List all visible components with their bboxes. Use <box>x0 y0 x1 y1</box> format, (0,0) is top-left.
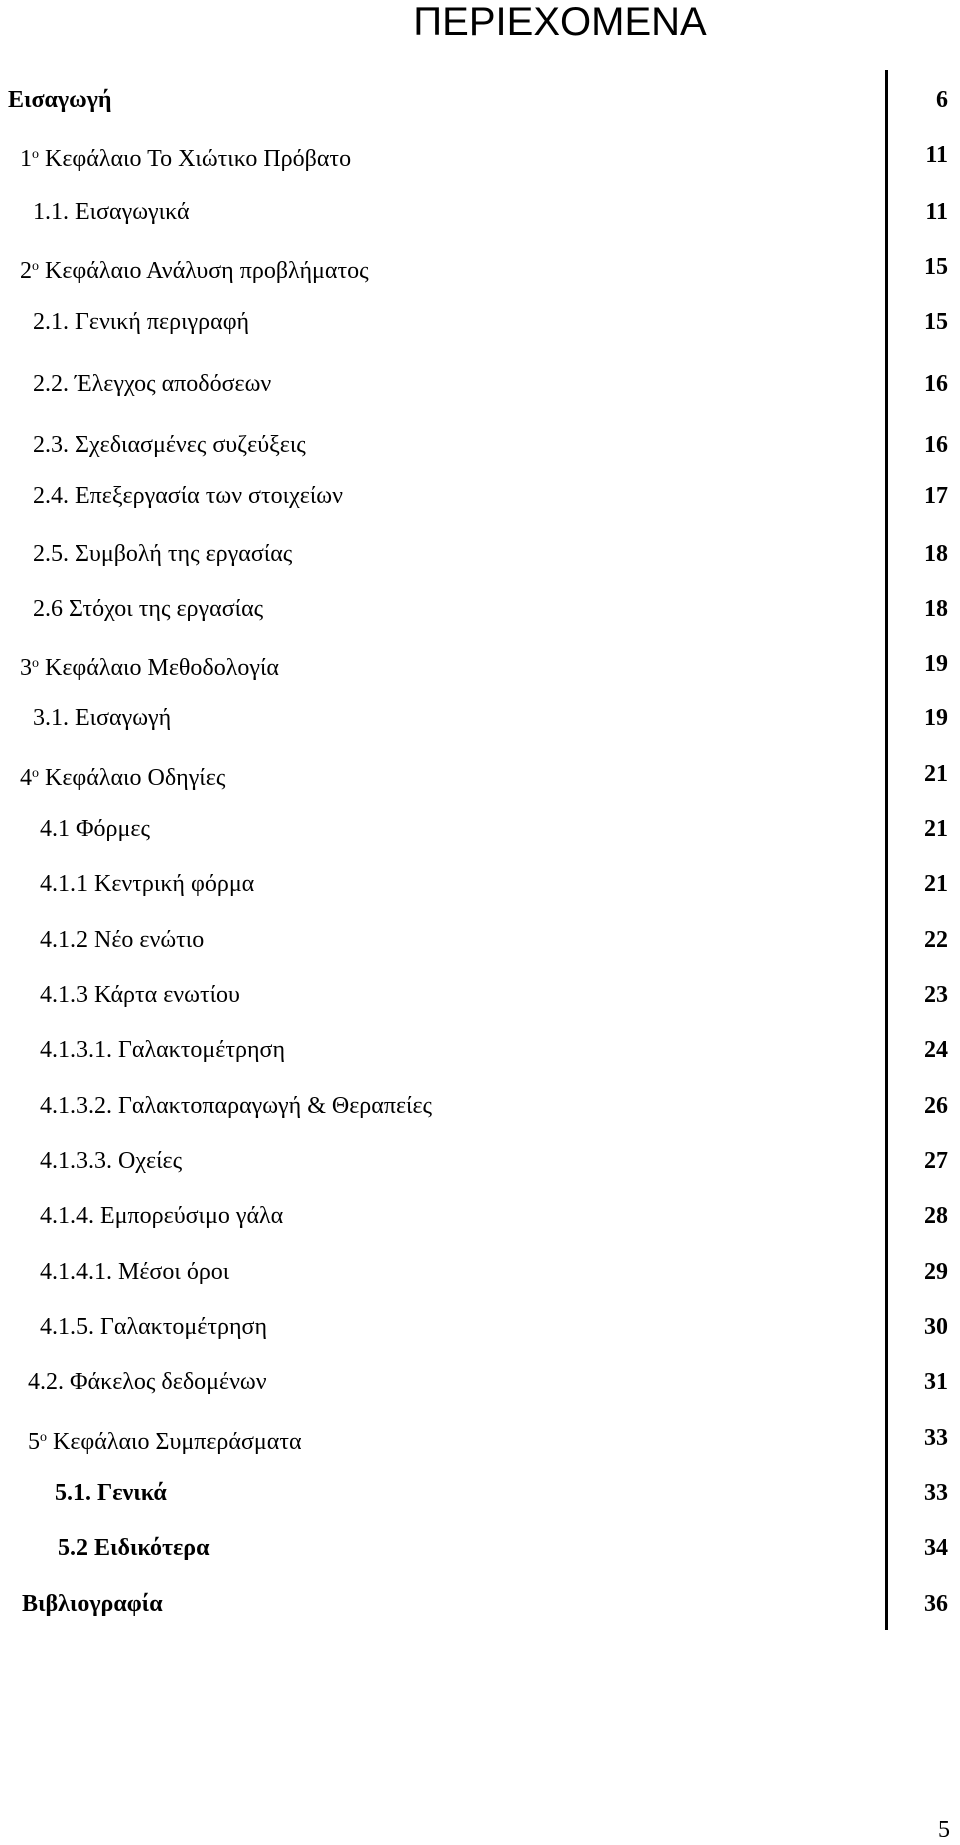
toc-entry-page: 23 <box>924 982 948 1008</box>
toc-entry-page: 18 <box>924 541 948 567</box>
toc-entry-4-1-2[interactable] <box>0 920 960 960</box>
toc-entry-label: 4.1.5. Γαλακτομέτρηση <box>40 1314 268 1340</box>
toc-entry-page: 15 <box>924 254 948 280</box>
toc-entry-label: 4.2. Φάκελος δεδομένων <box>28 1369 267 1395</box>
toc-entry-ordinal: ο <box>32 656 39 671</box>
toc-entry-page: 27 <box>924 1148 948 1174</box>
toc-entry-page: 28 <box>924 1203 948 1229</box>
toc-entry-label: 2.5. Συμβολή της εργασίας <box>33 541 293 567</box>
toc-entry-page: 21 <box>924 871 948 897</box>
toc-entry-4-1-3-1[interactable] <box>0 1030 960 1070</box>
toc-entry-label: 4.1.3.3. Οχείες <box>40 1148 183 1174</box>
toc-entry-label: 4.1.1 Κεντρική φόρμα <box>40 871 255 897</box>
toc-entry-label: 4.1.4. Εμπορεύσιμο γάλα <box>40 1203 284 1229</box>
toc-entry-4-1-3-3[interactable] <box>0 1141 960 1181</box>
toc-entry-page: 34 <box>924 1535 948 1561</box>
toc-entry-label: 2.4. Επεξεργασία των στοιχείων <box>33 483 343 509</box>
toc-entry-label: Βιβλιογραφία <box>22 1591 163 1617</box>
toc-entry-label: Κεφάλαιο Οδηγίες <box>39 765 226 791</box>
toc-entry-label: Κεφάλαιο Μεθοδολογία <box>39 655 279 681</box>
toc-entry-page: 19 <box>924 705 948 731</box>
toc-entry-4-1-4-1[interactable] <box>0 1252 960 1292</box>
toc-entry-label: 3.1. Εισαγωγή <box>33 705 172 731</box>
toc-entry-chapter-5[interactable] <box>0 1418 960 1458</box>
toc-entry-label: Κεφάλαιο Ανάλυση προβλήματος <box>39 258 369 284</box>
toc-entry-1-1[interactable] <box>0 192 960 232</box>
toc-entry-page: 18 <box>924 596 948 622</box>
toc-entry-ordinal: ο <box>32 259 39 274</box>
toc-entry-page: 6 <box>936 87 948 113</box>
toc-entry-page: 30 <box>924 1314 948 1340</box>
toc-entry-page: 33 <box>924 1480 948 1506</box>
toc-entry-4-1-1[interactable] <box>0 864 960 904</box>
toc-entry-4-2[interactable] <box>0 1362 960 1402</box>
toc-entry-label: 4.1.2 Νέο ενώτιο <box>40 927 205 953</box>
toc-entry-number: 3 <box>20 655 32 681</box>
toc-entry-4-1-3-2[interactable] <box>0 1086 960 1126</box>
page-number: 5 <box>938 1817 950 1843</box>
toc-entry-2-2[interactable] <box>0 364 960 404</box>
toc-entry-label: 1.1. Εισαγωγικά <box>33 199 190 225</box>
toc-entry-label: 4.1.3.1. Γαλακτομέτρηση <box>40 1037 286 1063</box>
toc-entry-page: 24 <box>924 1037 948 1063</box>
toc-entry-page: 33 <box>924 1425 948 1451</box>
toc-entry-chapter-4[interactable] <box>0 754 960 794</box>
toc-entry-2-3[interactable] <box>0 425 960 465</box>
toc-entry-introduction[interactable] <box>0 80 960 120</box>
toc-entry-page: 22 <box>924 927 948 953</box>
toc-entry-label: 2.6 Στόχοι της εργασίας <box>33 596 264 622</box>
toc-entry-label: 2.1. Γενική περιγραφή <box>33 309 250 335</box>
toc-entry-page: 26 <box>924 1093 948 1119</box>
toc-entry-chapter-3[interactable] <box>0 644 960 684</box>
toc-entry-label: 2.2. Έλεγχος αποδόσεων <box>33 371 272 397</box>
toc-entry-page: 36 <box>924 1591 948 1617</box>
toc-entry-ordinal: ο <box>32 766 39 781</box>
toc-entry-2-4[interactable] <box>0 476 960 516</box>
toc-entry-page: 16 <box>924 371 948 397</box>
toc-entry-label: 5.2 Ειδικότερα <box>58 1535 210 1561</box>
toc-entry-bibliography[interactable] <box>0 1584 960 1624</box>
toc-entry-label: Κεφάλαιο Το Χιώτικο Πρόβατο <box>39 146 352 172</box>
toc-entry-page: 11 <box>925 199 948 225</box>
toc-entry-label: Εισαγωγή <box>8 87 112 113</box>
toc-entry-4-1-3[interactable] <box>0 975 960 1015</box>
toc-entry-number: 5 <box>28 1429 40 1455</box>
toc-entry-label: 4.1 Φόρμες <box>40 816 150 842</box>
toc-entry-page: 21 <box>924 761 948 787</box>
toc-entry-chapter-2[interactable] <box>0 247 960 287</box>
toc-entry-page: 31 <box>924 1369 948 1395</box>
toc-entry-page: 21 <box>924 816 948 842</box>
toc-entry-2-5[interactable] <box>0 534 960 574</box>
toc-entry-label: 4.1.4.1. Μέσοι όροι <box>40 1259 230 1285</box>
toc-entry-4-1-4[interactable] <box>0 1196 960 1236</box>
toc-entry-page: 15 <box>924 309 948 335</box>
toc-entry-page: 17 <box>924 483 948 509</box>
toc-entry-page: 19 <box>924 651 948 677</box>
toc-entry-number: 4 <box>20 765 32 791</box>
toc-entry-label: Κεφάλαιο Συμπεράσματα <box>47 1429 302 1455</box>
toc-entry-5-1[interactable] <box>0 1473 960 1513</box>
page-title: ΠΕΡΙΕΧΟΜΕΝΑ <box>413 0 707 44</box>
toc-entry-number: 2 <box>20 258 32 284</box>
toc-entry-label: 5.1. Γενικά <box>55 1480 167 1506</box>
toc-entry-4-1[interactable] <box>0 809 960 849</box>
toc-entry-label: 2.3. Σχεδιασμένες συζεύξεις <box>33 432 306 458</box>
toc-entry-chapter-1[interactable] <box>0 135 960 175</box>
toc-entry-4-1-5[interactable] <box>0 1307 960 1347</box>
toc-entry-page: 16 <box>924 432 948 458</box>
toc-entry-2-6[interactable] <box>0 589 960 629</box>
toc-entry-label: 4.1.3 Κάρτα ενωτίου <box>40 982 240 1008</box>
toc-entry-3-1[interactable] <box>0 698 960 738</box>
toc-entry-label: 4.1.3.2. Γαλακτοπαραγωγή & Θεραπείες <box>40 1093 433 1119</box>
toc-entry-5-2[interactable] <box>0 1528 960 1568</box>
toc-entry-page: 11 <box>925 142 948 168</box>
toc-entry-ordinal: ο <box>40 1430 47 1445</box>
toc-entry-page: 29 <box>924 1259 948 1285</box>
toc-entry-number: 1 <box>20 146 32 172</box>
toc-entry-2-1[interactable] <box>0 302 960 342</box>
toc-entry-ordinal: ο <box>32 147 39 162</box>
